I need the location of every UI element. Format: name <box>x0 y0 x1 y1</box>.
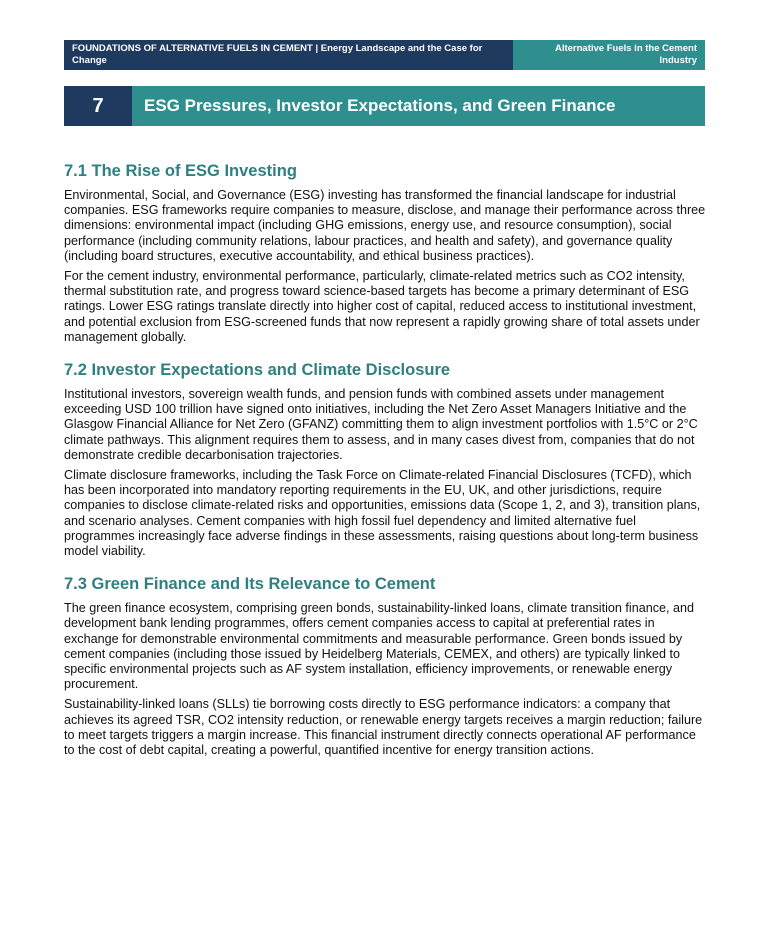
chapter-banner <box>64 86 705 126</box>
section-heading: 7.1 The Rise of ESG Investing <box>64 162 297 180</box>
section-heading: 7.2 Investor Expectations and Climate Disclosure <box>64 361 451 380</box>
paragraph: The green finance ecosystem, comprising green bonds, sustainability-linked loans, climate transition finance, and development bank lending programmes, offers cement companies access to capital at preferential rates in exchange for demonstrable environmental commitments and measurable performance. Green bonds issued by cement companies (including those issued by Heidelberg Materials, CEMEX, and others) are typically linked to specific environmental projects such as AF system installation, efficiency improvements, or renewable energy procurement. <box>64 601 695 692</box>
paragraph: Institutional investors, sovereign wealth funds, and pension funds with combined assets under management exceeding USD 100 trillion have signed onto initiatives, including the Net Zero Asset Managers Initiative and the Glasgow Financial Alliance for Net Zero (GFANZ) committing them to align investment portfolios with 1.5°C or 2°C climate pathways. This alignment requires them to assess, and in many cases divest from, companies that do not demonstrate credible decarbonisation trajectories. <box>64 387 698 462</box>
header-section-title: Alternative Fuels in the Cement Industry <box>513 40 705 70</box>
paragraph: Environmental, Social, and Governance (ESG) investing has transformed the financial landscape for industrial companies. ESG frameworks require companies to measure, disclose, and manage their performance across three dimensions: environmental impact (including GHG emissions, energy use, and resource consumption), social performance (including community relations, labour practices, and health and safety), and governance quality (including board structures, executive accountability, and ethical business practices). <box>64 188 706 263</box>
section-heading: 7.3 Green Finance and Its Relevance to Cement <box>64 575 436 594</box>
paragraph: For the cement industry, environmental performance, particularly, climate-related metrics such as CO2 intensity, thermal substitution rate, and progress toward science-based targets has become a primary determinant of ESG ratings. Lower ESG ratings translate directly into higher cost of capital, reduced access to institutional investment, and potential exclusion from ESG-screened funds that now represent a rapidly growing share of total assets under management globally. <box>64 269 700 344</box>
paragraph: Climate disclosure frameworks, including the Task Force on Climate-related Financial Disclosures (TCFD), which has been incorporated into mandatory reporting requirements in the EU, UK, and other jurisdictions, require companies to disclose climate-related risks and opportunities, emissions data (Scope 1, 2, and 3), transition plans, and scenario analyses. Cement companies with high fossil fuel dependency and limited alternative fuel programmes increasingly face adverse findings in these assessments, raising questions about long-term business model viability. <box>64 468 701 559</box>
document-body <box>64 160 707 772</box>
section-7-1 <box>64 160 707 345</box>
chapter-title: ESG Pressures, Investor Expectations, and Green Finance <box>132 86 705 126</box>
paragraph: Sustainability-linked loans (SLLs) tie borrowing costs directly to ESG performance indicators: a company that achieves its agreed TSR, CO2 intensity reduction, or renewable energy targets receives a margin reduction; failure to meet targets triggers a margin increase. This financial instrument directly connects operational AF performance to the cost of debt capital, creating a powerful, quantified incentive for energy transition actions. <box>64 697 703 758</box>
section-7-2 <box>64 359 707 559</box>
running-header <box>64 40 705 70</box>
section-7-3 <box>64 573 707 758</box>
chapter-number: 7 <box>64 86 132 126</box>
header-document-title: FOUNDATIONS OF ALTERNATIVE FUELS IN CEMENT | Energy Landscape and the Case for Change <box>64 40 513 70</box>
